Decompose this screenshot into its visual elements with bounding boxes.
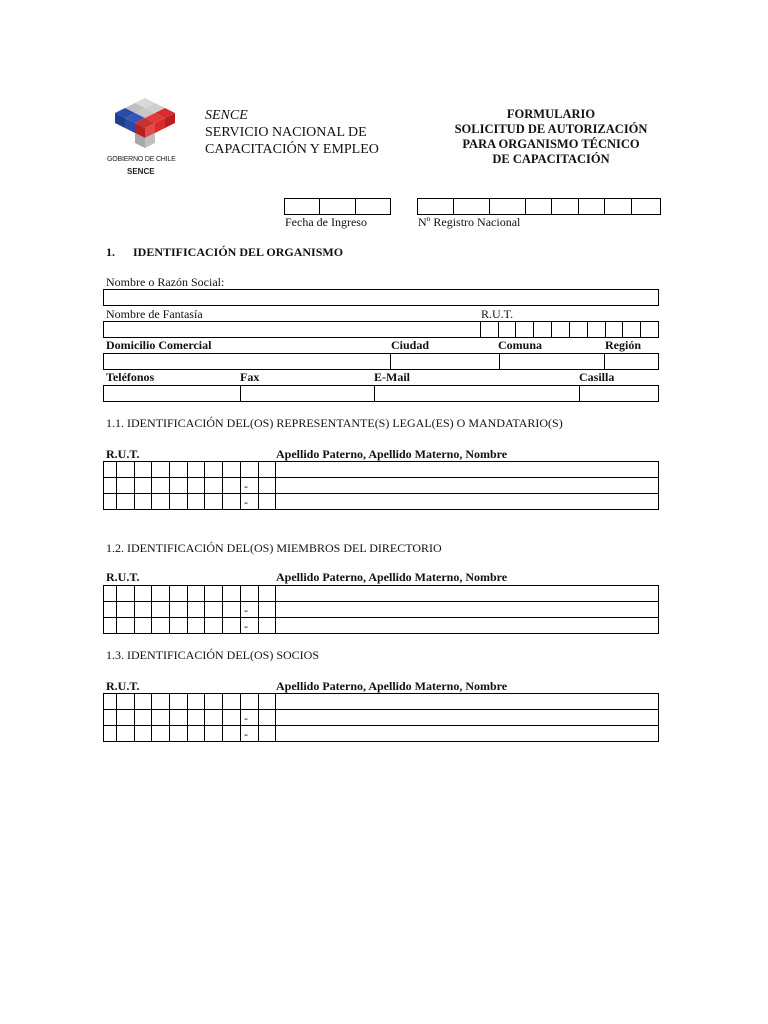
chile-flag-cubes-icon [105,94,185,156]
directorio-table[interactable] [103,585,659,634]
org-short-name: SENCE [205,108,248,123]
rut-dash: - [244,727,248,741]
section1-number: 1. [106,245,115,259]
logo-text-gobierno: GOBIERNO DE CHILE [107,156,176,163]
representantes-table[interactable] [103,461,659,510]
subsection-1-1-title: 1.1. IDENTIFICACIÓN DEL(OS) REPRESENTANTE(S) LEGAL(ES) O MANDATARIO(S) [106,416,563,430]
form-title-line: DE CAPACITACIÓN [492,152,610,166]
logo-text-sence: SENCE [127,167,155,176]
rut-dash: - [244,479,248,493]
form-title-line: PARA ORGANISMO TÉCNICO [462,137,640,151]
rut-header: R.U.T. [106,679,140,693]
rut-dash: - [244,711,248,725]
name-header: Apellido Paterno, Apellido Materno, Nombre [276,570,508,584]
name-header: Apellido Paterno, Apellido Materno, Nombre [276,447,508,461]
fantasia-rut-row [103,321,659,338]
form-title-line: FORMULARIO [506,107,596,121]
fantasia-label: Nombre de Fantasía [106,307,203,321]
region-label: Región [605,338,641,352]
fecha-ingreso-label: Fecha de Ingreso [285,215,367,229]
org-name-line1: SERVICIO NACIONAL DE [205,125,367,140]
comuna-label: Comuna [498,338,543,352]
name-header: Apellido Paterno, Apellido Materno, Nombre [276,679,508,693]
email-label: E-Mail [374,370,410,384]
section1-title: IDENTIFICACIÓN DEL ORGANISMO [133,245,344,259]
fecha-ingreso-boxes[interactable] [284,198,391,215]
registro-nacional-label: Nº Registro Nacional [418,215,521,229]
telefonos-label: Teléfonos [106,370,155,384]
form-title-line: SOLICITUD DE AUTORIZACIÓN [454,122,648,136]
sence-logo [105,94,185,184]
rut-label: R.U.T. [481,307,514,321]
form-title [420,107,682,167]
rut-dash: - [244,619,248,633]
fax-label: Fax [240,370,260,384]
rut-header: R.U.T. [106,570,140,584]
rut-dash: - [244,495,248,509]
ciudad-label: Ciudad [391,338,430,352]
casilla-label: Casilla [579,370,615,384]
razon-social-label: Nombre o Razón Social: [106,275,225,289]
registro-nacional-boxes[interactable] [417,198,661,215]
socios-table[interactable] [103,693,659,742]
rut-header: R.U.T. [106,447,140,461]
domicilio-label: Domicilio Comercial [106,338,212,352]
razon-social-field[interactable] [103,289,659,306]
subsection-1-2-title: 1.2. IDENTIFICACIÓN DEL(OS) MIEMBROS DEL DIRECTORIO [106,541,442,555]
domicilio-row[interactable] [103,353,659,370]
contacto-row[interactable] [103,385,659,402]
subsection-1-3-title: 1.3. IDENTIFICACIÓN DEL(OS) SOCIOS [106,648,319,662]
org-name-line2: CAPACITACIÓN Y EMPLEO [205,142,379,157]
rut-dash: - [244,603,248,617]
